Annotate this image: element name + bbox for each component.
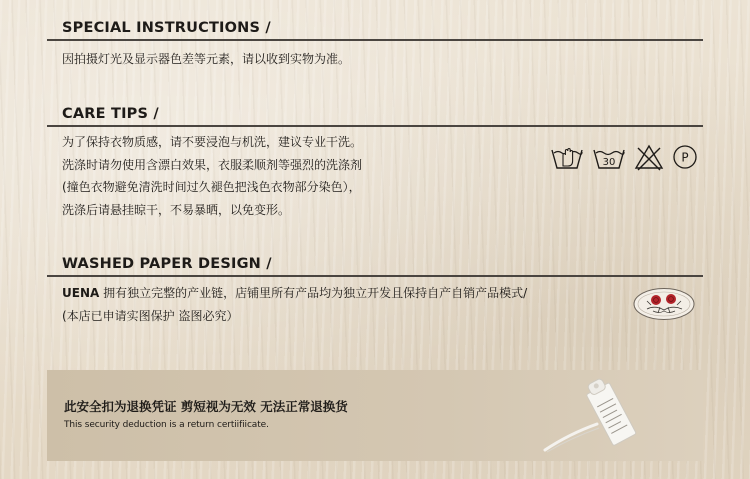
brand-name: UENA	[62, 286, 100, 300]
rose-emblem-icon	[633, 287, 695, 321]
hand-wash-icon	[550, 144, 584, 170]
section-divider	[47, 39, 703, 41]
text-line: 洗涤时请勿使用含漂白效果，衣服柔顺剂等强烈的洗涤剂	[62, 157, 363, 172]
text-line: 因拍摄灯光及显示器色差等元素，请以收到实物为准。	[62, 52, 351, 66]
security-tag-banner	[47, 370, 703, 461]
security-tag-notice-en: This security deduction is a return certiifiicate.	[64, 420, 269, 430]
text-line: 为了保持衣物质感，请不要浸泡与机洗，建议专业干洗。	[62, 135, 363, 149]
brand-description: 拥有独立完整的产业链，店铺里所有产品均为独立开发且保持自产自销产品模式/	[99, 286, 528, 300]
section-divider	[47, 275, 703, 277]
dry-clean-p-icon	[672, 144, 698, 170]
washed-paper-design-text	[47, 282, 703, 327]
dry-clean-letter: P	[681, 150, 689, 165]
special-instructions-heading: SPECIAL INSTRUCTIONS /	[62, 20, 271, 36]
care-symbols	[550, 143, 698, 171]
wash-30-icon	[592, 144, 626, 170]
washed-paper-design-section	[47, 253, 703, 327]
care-tips-section	[47, 103, 703, 221]
security-tag-icon	[539, 372, 649, 458]
no-bleach-icon	[634, 143, 664, 171]
special-instructions-section	[47, 17, 703, 71]
text-line: (撞色衣物避免清洗时间过久褪色把浅色衣物部分染色），	[62, 180, 361, 194]
text-line: 洗涤后请悬挂晾干，不易暴晒，以免变形。	[62, 202, 291, 217]
wash-temp-label: 30	[602, 157, 616, 168]
text-line: (本店已申请实图保护 盗图必究）	[62, 308, 239, 323]
text-line	[62, 282, 703, 305]
special-instructions-text	[47, 48, 703, 71]
care-tips-heading: CARE TIPS /	[62, 106, 159, 122]
section-divider	[47, 125, 703, 127]
washed-paper-design-heading: WASHED PAPER DESIGN /	[62, 256, 272, 272]
security-tag-notice-cn: 此安全扣为退换凭证 剪短视为无效 无法正常退换货	[64, 399, 348, 414]
